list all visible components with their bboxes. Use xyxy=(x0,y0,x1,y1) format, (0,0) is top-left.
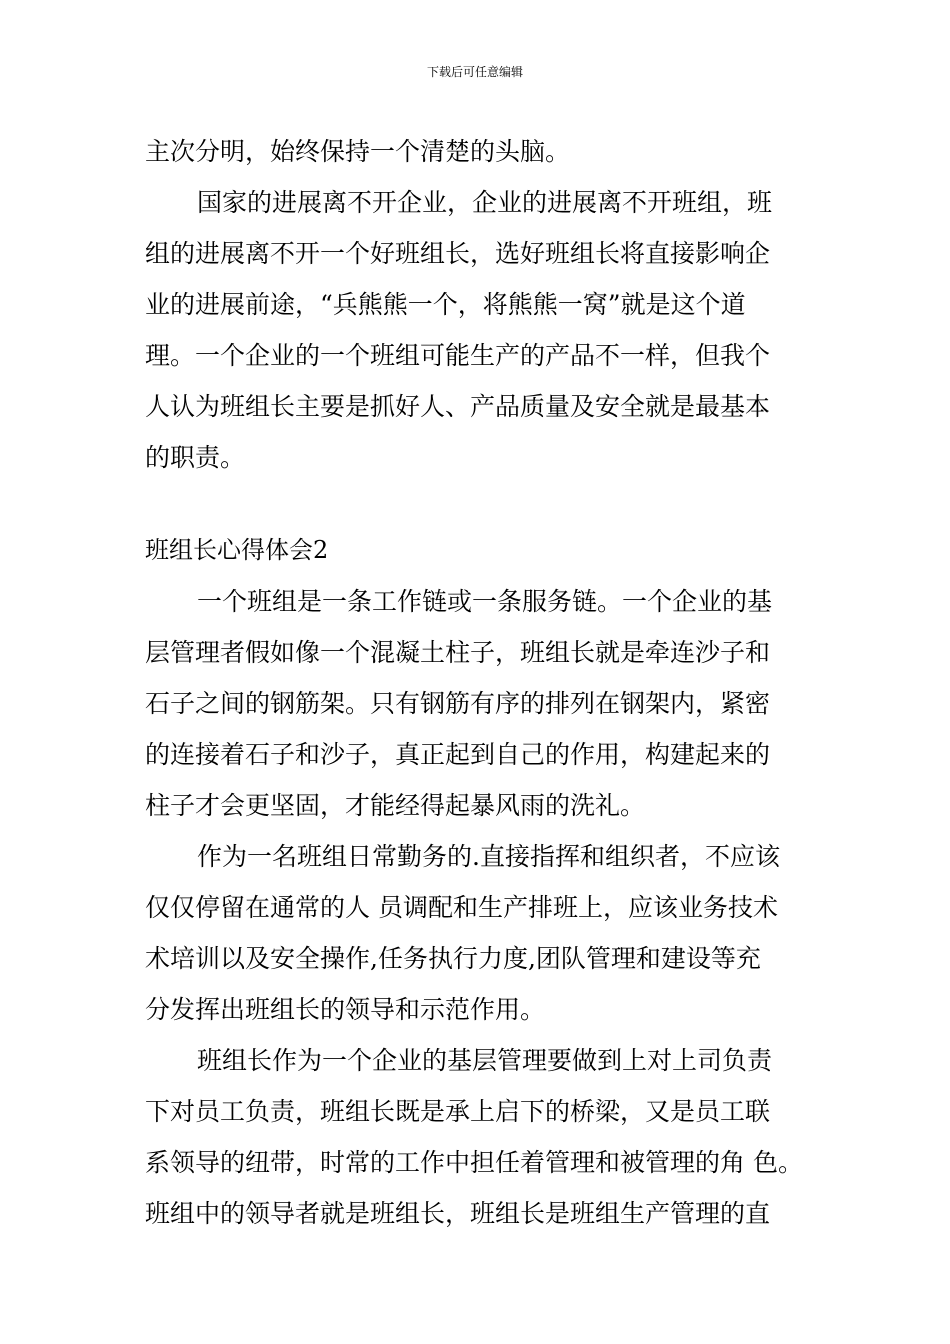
paragraph xyxy=(145,177,825,483)
text-line: 下对员工负责，班组长既是承上启下的桥梁，又是员工联 xyxy=(145,1097,771,1126)
document-body xyxy=(145,126,825,1239)
text-line: 的职责。 xyxy=(145,443,246,472)
text-line: 层管理者假如像一个混凝土柱子，班组长就是牵连沙子和 xyxy=(145,638,771,667)
text-line: 分发挥出班组长的领导和示范作用。 xyxy=(145,995,546,1024)
text-line: 班组长作为一个企业的基层管理要做到上对上司负责 xyxy=(197,1046,773,1075)
text-line: 班组中的领导者就是班组长，班组长是班组生产管理的直 xyxy=(145,1199,771,1228)
text-line: 的连接着石子和沙子，真正起到自己的作用，构建起来的 xyxy=(145,740,771,769)
text-line: 柱子才会更坚固，才能经得起暴风雨的洗礼。 xyxy=(145,791,646,820)
text-line: 理。一个企业的一个班组可能生产的产品不一样，但我个 xyxy=(145,341,771,370)
paragraph xyxy=(145,576,825,831)
text-line: 术培训以及安全操作,任务执行力度,团队管理和建设等充 xyxy=(145,944,761,973)
text-line: 作为一名班组日常勤务的.直接指挥和组织者，不应该 xyxy=(197,842,780,871)
paragraph xyxy=(145,831,825,1035)
text-line: 国家的进展离不开企业，企业的进展离不开班组，班 xyxy=(197,188,773,217)
text-line: 人认为班组长主要是抓好人、产品质量及安全就是最基本 xyxy=(145,392,771,421)
paragraph xyxy=(145,126,825,177)
paragraph xyxy=(145,1035,825,1239)
text-line: 一个班组是一条工作链或一条服务链。一个企业的基 xyxy=(197,587,773,616)
text-line: 石子之间的钢筋架。只有钢筋有序的排列在钢架内，紧密 xyxy=(145,689,771,718)
text-line: 组的进展离不开一个好班组长，选好班组长将直接影响企 xyxy=(145,239,771,268)
text-line: 仅仅停留在通常的人 员调配和生产排班上，应该业务技术 xyxy=(145,893,778,922)
section-heading: 班组长心得体会2 xyxy=(145,536,329,564)
page-header: 下载后可任意编辑 xyxy=(426,65,523,79)
text-line: 主次分明，始终保持一个清楚的头脑。 xyxy=(145,137,571,166)
text-line: 系领导的纽带，时常的工作中担任着管理和被管理的角 色。 xyxy=(145,1148,803,1177)
text-line: 业的进展前途，“兵熊熊一个，将熊熊一窝”就是这个道 xyxy=(145,290,746,319)
